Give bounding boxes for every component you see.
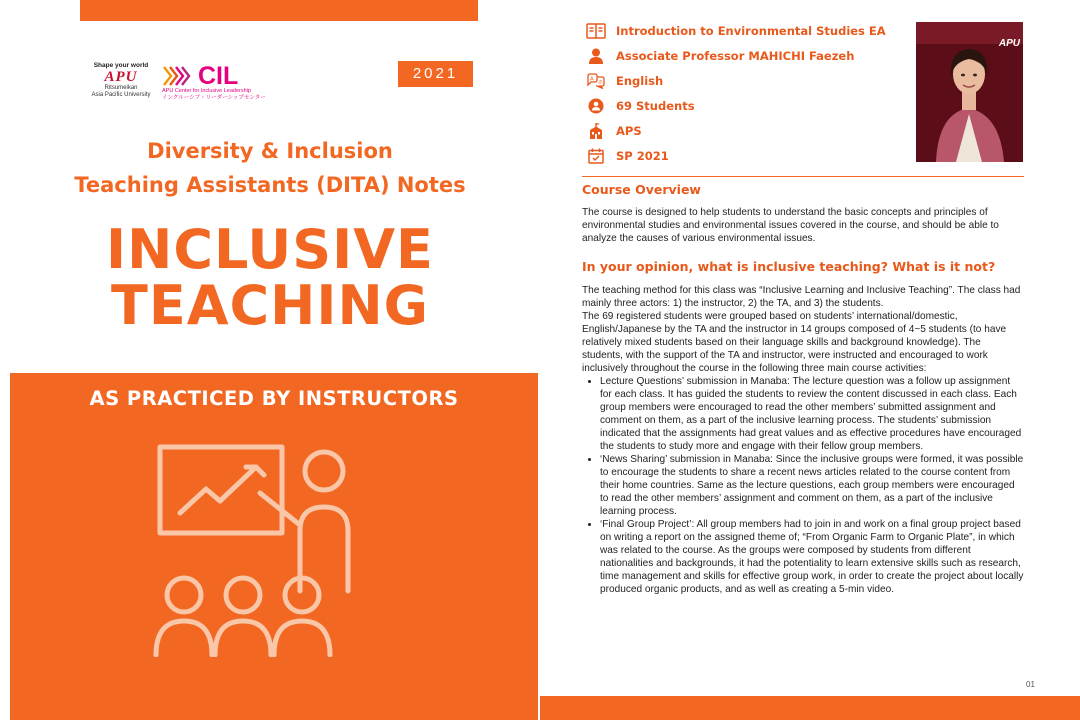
cover-orange-panel (10, 373, 538, 720)
svg-text:A: A (590, 76, 594, 82)
semester-value: SP 2021 (616, 148, 669, 163)
inclusive-teaching-question: In your opinion, what is inclusive teaching? What is it not? (582, 259, 996, 274)
calendar-icon (586, 147, 606, 165)
dita-line1: Diversity & Inclusion (147, 139, 393, 163)
section-divider (582, 176, 1024, 177)
dita-line2: Teaching Assistants (DITA) Notes (74, 173, 466, 197)
building-icon (586, 122, 606, 140)
notes-page (540, 0, 1080, 720)
main-title-line1: INCLUSIVE (106, 218, 434, 281)
page-number: 01 (1026, 680, 1035, 689)
cil-subtitle-en: APU Center for Inclusive Leadership (162, 88, 251, 94)
semester-row (586, 143, 906, 168)
college-row (586, 118, 906, 143)
college-value: APS (616, 123, 642, 138)
apu-logo (88, 62, 154, 99)
instructor-row (586, 43, 906, 68)
dita-heading (30, 134, 510, 202)
language-row (586, 68, 906, 93)
person-icon (586, 47, 606, 65)
book-icon (586, 22, 606, 40)
apu-name-line2: Asia Pacific University (91, 92, 151, 98)
students-row (586, 93, 906, 118)
course-name-row (586, 18, 906, 43)
inclusive-teaching-answer (582, 284, 1024, 596)
apu-name-line1: Ritsumeikan (104, 85, 138, 91)
bottom-accent-bar (540, 696, 1080, 720)
main-title-line2: TEACHING (111, 274, 429, 337)
cover-subtitle: AS PRACTICED BY INSTRUCTORS (89, 387, 459, 410)
language-icon (586, 72, 606, 90)
course-info-list (586, 18, 906, 168)
instructor-name: Associate Professor MAHICHI Faezeh (616, 48, 855, 63)
instructor-photo (916, 22, 1023, 162)
student-count: 69 Students (616, 98, 695, 113)
svg-text:あ: あ (598, 79, 604, 86)
cil-wordmark: CIL (198, 62, 239, 90)
course-overview-text: The course is designed to help students to understand the basic concepts and principles of environmental studies and environmental issues covered in the course, and should be able to analyze the causes of various environmental issues. (582, 207, 999, 244)
cil-chevron-icon (162, 64, 196, 88)
group-icon (586, 97, 606, 115)
list-item: • ‘News Sharing’ submission in Manaba: Since the inclusive groups were formed, it was possible to encourage the students to share a recent news articles related to the course content from their home countries. Same as the lecture questions, each group members were encouraged to read the other members’ assignment and comment on them, as a part of the inclusive learning process. (600, 453, 1024, 518)
language-value: English (616, 73, 664, 88)
cil-logo (162, 64, 272, 102)
activity-list (600, 375, 1024, 596)
answer-paragraph-1: The teaching method for this class was “Inclusive Learning and Inclusive Teaching”. The class had mainly three actors: 1) the instructor, 2) the TA, and 3) the students. (582, 285, 1021, 309)
main-title (30, 218, 510, 337)
top-accent-bar (80, 0, 478, 21)
apu-tagline: Shape your world (93, 62, 149, 69)
photo-apu-tag: APU (998, 38, 1020, 49)
presenter-icon (148, 431, 378, 657)
list-item: • ‘Final Group Project’: All group members had to join in and work on a final group project based on writing a report on the assigned theme of; “From Organic Farm to Organic Plate”, in which was related to the course. As the groups were composed by students from different nationalities and backgrounds, it had the potentiality to learn extensive skills such as research, time management and skills for effective group work, in order to create the project about locally produced organic products, and as well as creating a 5-min video. (600, 518, 1024, 596)
course-name: Introduction to Environmental Studies EA (616, 23, 886, 38)
answer-paragraph-2: The 69 registered students were grouped based on students’ international/domestic, English/Japanese by the TA and the instructor in 14 groups composed of 4~5 students (to have relatively mixed students based on their language skills and background knowledge). The students, with the support of the TA and instructor, were instructed and encouraged to work inclusively throughout the course in the following three main course activities: (582, 311, 1007, 374)
year-badge: 2021 (398, 61, 473, 87)
list-item: • Lecture Questions’ submission in Manaba: The lecture question was a follow up assignment for each class. It has guided the students to review the content discussed in each class. Each group members were encouraged to read the other members’ submitted assignment and comment on them, as a part of the inclusive learning process. The students’ submission indicated that the assignments had great values and as effective procedures have encouraged the students to study more and engage with their fellow group members. (600, 375, 1024, 453)
cil-subtitle-jp: インクルーシブ・リーダーシップセンター (162, 95, 266, 101)
apu-wordmark: APU (104, 69, 138, 85)
course-overview-heading: Course Overview (582, 182, 701, 197)
